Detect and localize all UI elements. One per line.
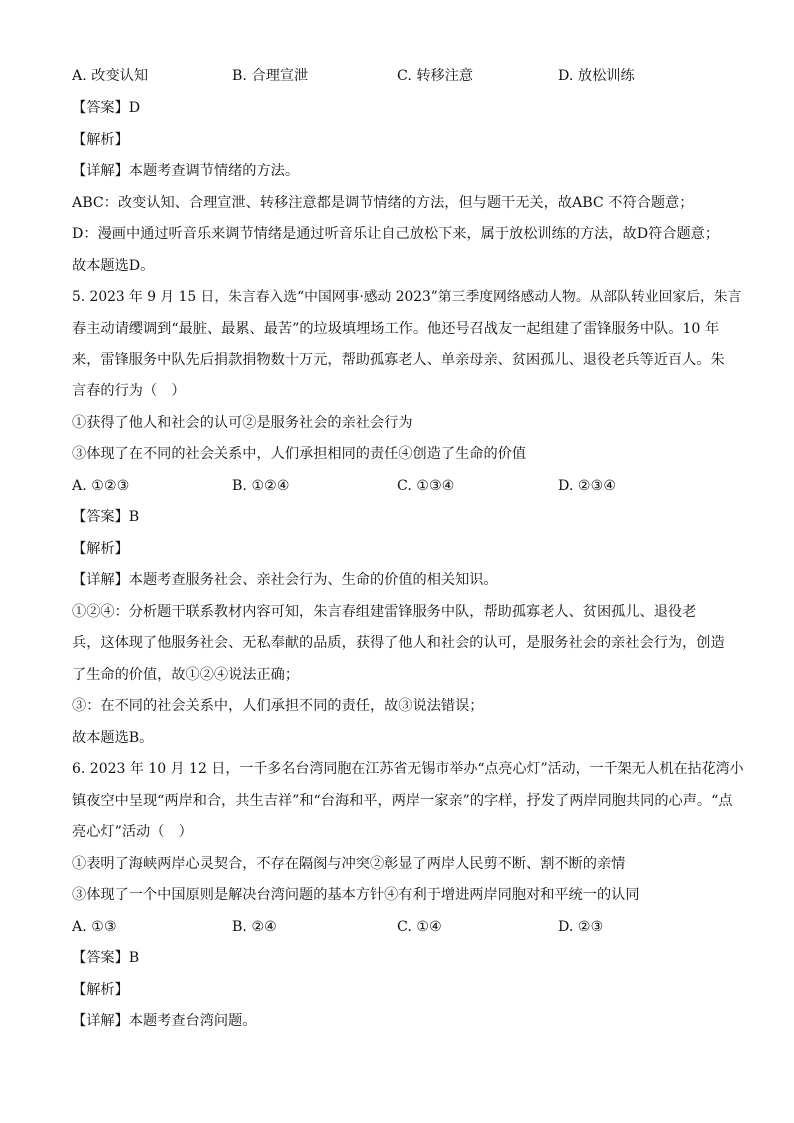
q5-analysis-heading: 【解析】	[72, 541, 129, 557]
q6-analysis-heading: 【解析】	[72, 982, 129, 998]
q6-stem-line: 亮心灯”活动（ ）	[72, 824, 193, 840]
q4-option-b: B. 合理宣泄	[232, 68, 309, 84]
q4-explanation-line: D：漫画中通过听音乐来调节情绪是通过听音乐让自己放松下来，属于放松训练的方法，故D符合题意；	[72, 226, 720, 242]
q5-option-a: A. ①②③	[72, 478, 130, 494]
q6-answer: 【答案】B	[72, 950, 140, 966]
q5-statement-line: ①获得了他人和社会的认可②是服务社会的亲社会行为	[72, 415, 413, 431]
q5-stem-line: 言春的行为（ ）	[72, 383, 186, 399]
q4-option-a: A. 改变认知	[72, 68, 149, 84]
q6-stem-line: 镇夜空中呈现“两岸和合，共生吉祥”和“台海和平，两岸一家亲”的字样，抒发了两岸同胞共同的心声。“点	[72, 793, 733, 809]
q5-answer: 【答案】B	[72, 509, 140, 525]
q5-option-c: C. ①③④	[397, 478, 455, 494]
q5-explanation-line: ①②④：分析题干联系教材内容可知，朱言春组建雷锋服务中队，帮助孤寡老人、贫困孤儿、退役老	[72, 604, 697, 620]
q5-stem-line: 来，雷锋服务中队先后捐款捐物数十万元，帮助孤寡老人、单亲母亲、贫困孤儿、退役老兵等近百人。朱	[72, 352, 725, 368]
q6-option-d: D. ②③	[558, 919, 604, 935]
q4-explanation-line: ABC：改变认知、合理宣泄、转移注意都是调节情绪的方法，但与题干无关，故ABC 不符合题意；	[72, 195, 694, 211]
q5-option-b: B. ①②④	[232, 478, 290, 494]
q5-option-d: D. ②③④	[558, 478, 617, 494]
q4-conclusion: 故本题选D。	[72, 258, 155, 274]
q6-detail: 【详解】本题考查台湾问题。	[72, 1013, 257, 1029]
q5-explanation-line: 兵，这体现了他服务社会、无私奉献的品质，获得了他人和社会的认可，是服务社会的亲社会行为，创造	[72, 635, 725, 651]
q6-option-b: B. ②④	[232, 919, 277, 935]
q6-statement-line: ①表明了海峡两岸心灵契合，不存在隔阂与冲突②彰显了两岸人民剪不断、割不断的亲情	[72, 856, 626, 872]
q6-option-a: A. ①③	[72, 919, 117, 935]
q4-option-c: C. 转移注意	[397, 68, 474, 84]
q4-answer: 【答案】D	[72, 100, 141, 116]
q6-stem-line: 6. 2023 年 10 月 12 日，一千多名台湾同胞在江苏省无锡市举办“点亮心灯”活动，一千架无人机在拈花湾小	[72, 761, 744, 777]
q4-analysis-heading: 【解析】	[72, 132, 129, 148]
q5-detail: 【详解】本题考查服务社会、亲社会行为、生命的价值的相关知识。	[72, 572, 498, 588]
q4-option-d: D. 放松训练	[558, 68, 635, 84]
q5-explanation-line: ③：在不同的社会关系中，人们承担不同的责任，故③说法错误；	[72, 698, 484, 714]
q5-conclusion: 故本题选B。	[72, 730, 154, 746]
q5-explanation-line: 了生命的价值，故①②④说法正确；	[72, 667, 300, 683]
q6-option-c: C. ①④	[397, 919, 442, 935]
q6-statement-line: ③体现了一个中国原则是解决台湾问题的基本方针④有利于增进两岸同胞对和平统一的认同	[72, 887, 640, 903]
q4-detail: 【详解】本题考查调节情绪的方法。	[72, 163, 300, 179]
q5-statement-line: ③体现了在不同的社会关系中，人们承担相同的责任④创造了生命的价值	[72, 446, 527, 462]
q5-stem-line: 春主动请缨调到“最脏、最累、最苦”的垃圾填埋场工作。他还号召战友一起组建了雷锋服务中队。10 年	[72, 321, 720, 337]
q5-stem-line: 5. 2023 年 9 月 15 日，朱言春入选“中国网事·感动 2023”第三季度网络感动人物。从部队转业回家后，朱言	[72, 289, 742, 305]
